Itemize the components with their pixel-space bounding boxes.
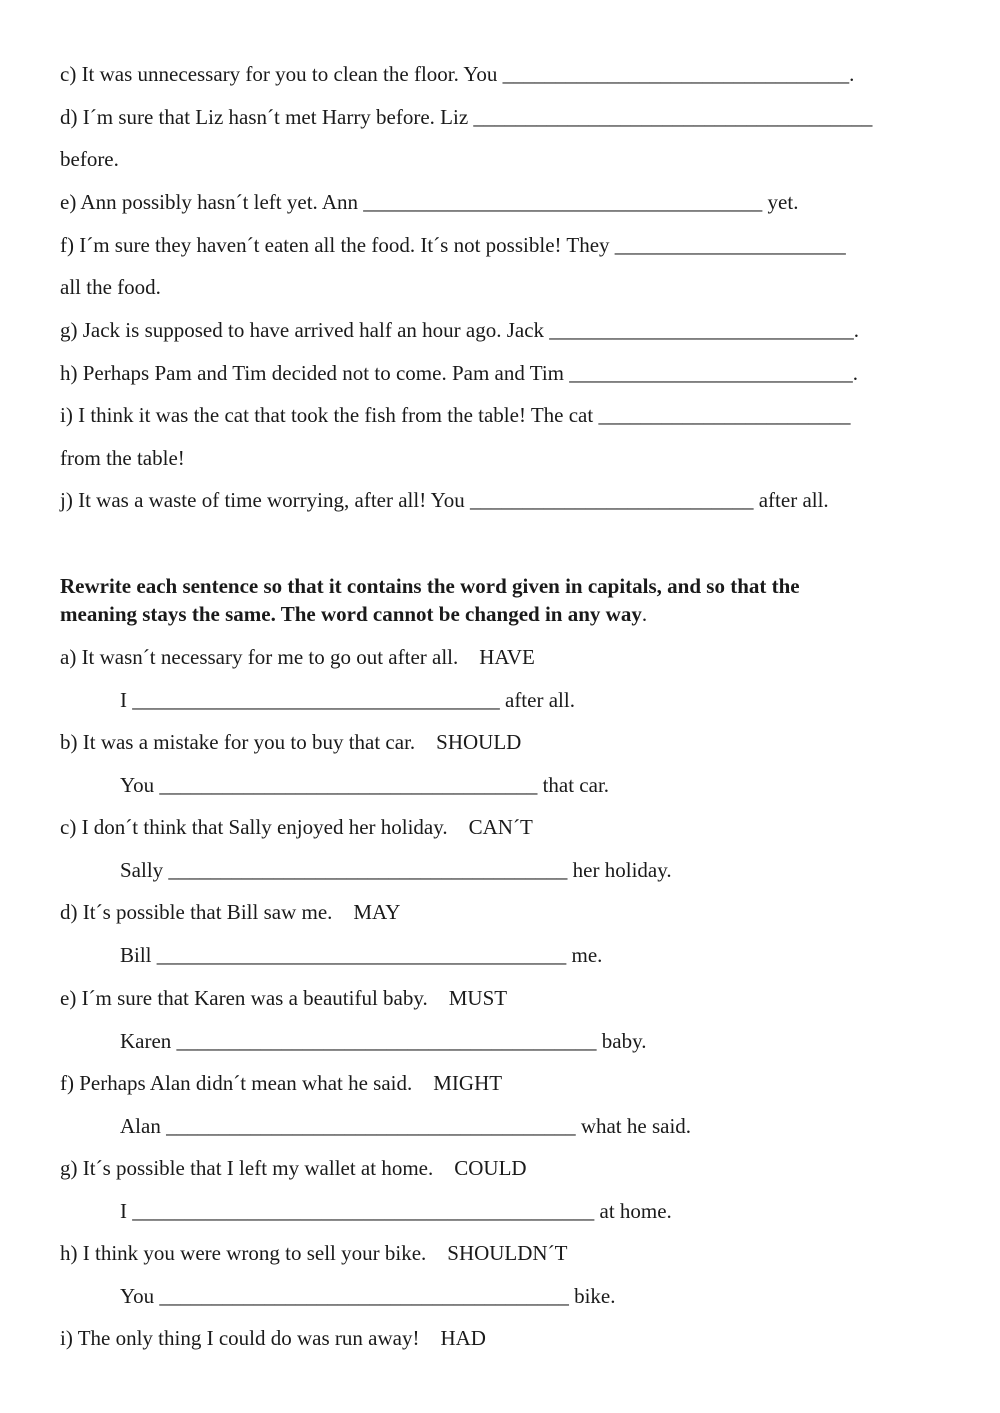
rewrite-answer-g: I ____________________________________________ at home. [120,1199,672,1223]
rewrite-prompt-d: d) It´s possible that Bill saw me. MAY [60,900,401,924]
rewrite-answer-d: Bill _______________________________________ me. [120,943,603,967]
exercise-line-i-continued: from the table! [60,446,185,470]
rewrite-prompt-e: e) I´m sure that Karen was a beautiful baby. MUST [60,986,508,1010]
rewrite-answer-e: Karen ________________________________________ baby. [120,1029,647,1053]
rewrite-prompt-g: g) It´s possible that I left my wallet at home. COULD [60,1156,527,1180]
rewrite-prompt-a: a) It wasn´t necessary for me to go out after all. HAVE [60,645,535,669]
rewrite-answer-h: You _______________________________________ bike. [120,1284,616,1308]
rewrite-answer-c: Sally ______________________________________ her holiday. [120,858,672,882]
rewrite-answer-f: Alan _______________________________________ what he said. [120,1114,692,1138]
rewrite-prompt-c: c) I don´t think that Sally enjoyed her holiday. CAN´T [60,815,533,839]
instruction-line-1: Rewrite each sentence so that it contains the word given in capitals, and so that the [60,574,800,598]
exercise-line-h: h) Perhaps Pam and Tim decided not to come. Pam and Tim ___________________________. [60,361,858,385]
exercise-line-f-continued: all the food. [60,275,161,299]
exercise-line-f: f) I´m sure they haven´t eaten all the food. It´s not possible! They ______________________ [60,233,846,257]
rewrite-prompt-f: f) Perhaps Alan didn´t mean what he said. MIGHT [60,1071,503,1095]
rewrite-answer-b: You ____________________________________ that car. [120,773,610,797]
rewrite-prompt-b: b) It was a mistake for you to buy that car. SHOULD [60,730,522,754]
exercise-line-e: e) Ann possibly hasn´t left yet. Ann ______________________________________ yet. [60,190,799,214]
exercise-line-d: d) I´m sure that Liz hasn´t met Harry before. Liz ______________________________________ [60,105,873,129]
rewrite-prompt-i: i) The only thing I could do was run away! HAD [60,1326,486,1350]
exercise-line-g: g) Jack is supposed to have arrived half an hour ago. Jack _____________________________. [60,318,860,342]
exercise-line-d-continued: before. [60,147,119,171]
instruction-line-2-period: . [641,602,648,626]
exercise-line-c: c) It was unnecessary for you to clean the floor. You _________________________________. [60,62,855,86]
instruction-line-2 [60,602,647,626]
exercise-line-j: j) It was a waste of time worrying, after all! You ___________________________ after all. [60,488,829,512]
instruction-line-2-bold: meaning stays the same. The word cannot be changed in any way [60,602,642,626]
rewrite-prompt-h: h) I think you were wrong to sell your bike. SHOULDN´T [60,1241,568,1265]
rewrite-answer-a: I ___________________________________ after all. [120,688,575,712]
exercise-line-i: i) I think it was the cat that took the fish from the table! The cat ________________________ [60,403,851,427]
